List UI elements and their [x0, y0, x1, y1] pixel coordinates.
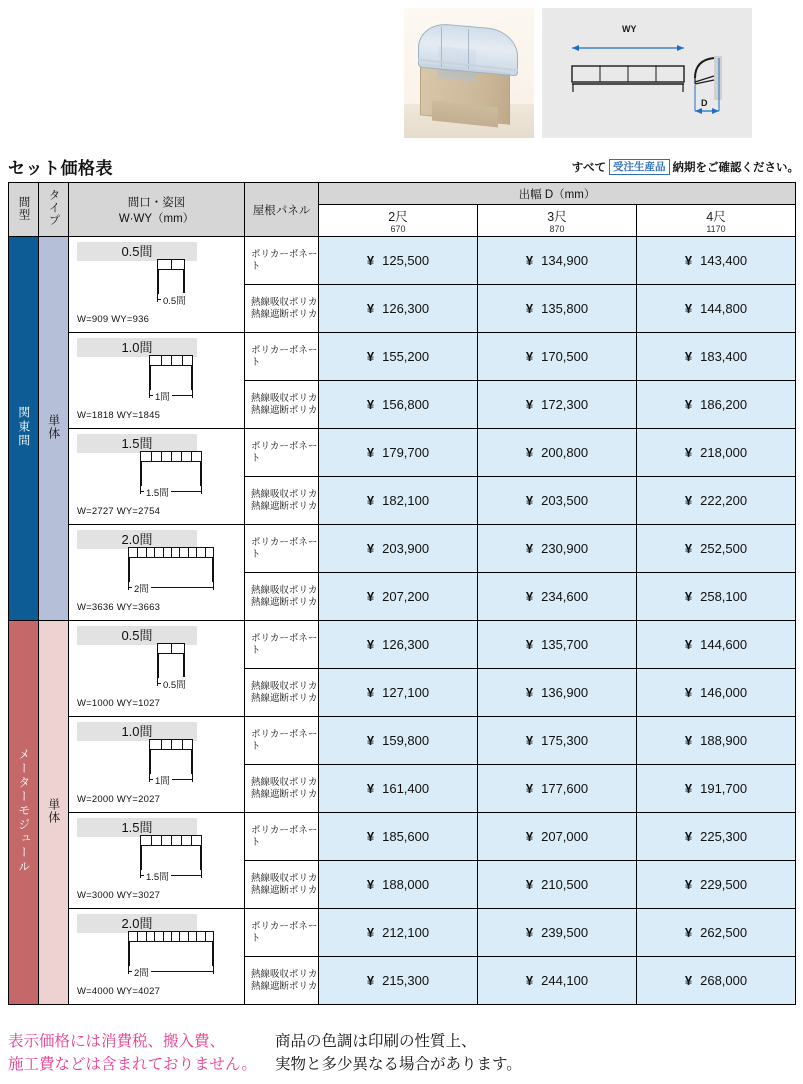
price-cell — [478, 669, 637, 717]
span-tag: 1.5間 — [77, 434, 197, 453]
spec-dimensions: W=1000 WY=1027 — [77, 698, 161, 709]
price-cell — [478, 813, 637, 861]
price-cell — [319, 861, 478, 909]
price-cell — [478, 477, 637, 525]
footer-price-note: 表示価格には消費税、搬入費、 施工費などは含まれておりません。 — [8, 1033, 257, 1073]
table-row — [9, 429, 796, 477]
price-value: 229,500 — [700, 877, 748, 892]
panel-type-cell: 熱線吸収ポリカ 熱線遮断ポリカ — [245, 573, 319, 621]
yen-symbol: ¥ — [525, 589, 534, 604]
price-cell — [637, 621, 796, 669]
price-value: 135,800 — [541, 301, 589, 316]
price-cell — [319, 333, 478, 381]
yen-symbol: ¥ — [684, 397, 693, 412]
price-cell — [478, 237, 637, 285]
dimension-diagram — [542, 8, 752, 138]
col-header-depth-0: 2尺 670 — [319, 205, 478, 237]
dimension-diagram-svg — [542, 8, 752, 138]
price-value: 225,300 — [700, 829, 748, 844]
span-tag: 1.0間 — [77, 338, 197, 357]
yen-symbol: ¥ — [684, 733, 693, 748]
yen-symbol: ¥ — [684, 685, 693, 700]
table-row — [9, 717, 796, 765]
yen-symbol: ¥ — [366, 301, 375, 316]
yen-symbol: ¥ — [525, 685, 534, 700]
footer-color-note: 商品の色調は印刷の性質上、 実物と多少異なる場合があります。 — [274, 1033, 522, 1073]
price-value: 234,600 — [541, 589, 589, 604]
spec-dimensions: W=1818 WY=1845 — [77, 410, 161, 421]
table-row — [9, 621, 796, 669]
yen-symbol: ¥ — [684, 301, 693, 316]
yen-symbol: ¥ — [525, 301, 534, 316]
span-figure-label: 1.5間 — [144, 869, 171, 883]
spec-cell — [69, 237, 245, 333]
price-cell — [319, 669, 478, 717]
price-cell — [319, 429, 478, 477]
spec-dimensions: W=2727 WY=2754 — [77, 506, 161, 517]
price-value: 161,400 — [382, 781, 430, 796]
col-header-type: タイプ — [39, 183, 69, 237]
span-figure-label: 2間 — [132, 965, 151, 979]
spec-dimensions: W=909 WY=936 — [77, 314, 150, 325]
yen-symbol: ¥ — [684, 493, 693, 508]
panel-type-cell: ポリカーボネート — [245, 525, 319, 573]
span-tag: 1.0間 — [77, 722, 197, 741]
yen-symbol: ¥ — [684, 925, 693, 940]
span-figure — [112, 255, 230, 321]
span-tag: 0.5間 — [77, 242, 197, 261]
price-cell — [637, 861, 796, 909]
price-value: 159,800 — [382, 733, 430, 748]
price-value: 207,200 — [382, 589, 430, 604]
yen-symbol: ¥ — [525, 349, 534, 364]
diagram-wy-label: WY — [622, 24, 637, 34]
yen-symbol: ¥ — [366, 541, 375, 556]
yen-symbol: ¥ — [525, 973, 534, 988]
yen-symbol: ¥ — [525, 397, 534, 412]
price-value: 200,800 — [541, 445, 589, 460]
price-cell — [637, 669, 796, 717]
yen-symbol: ¥ — [366, 397, 375, 412]
col-header-depth-2: 4尺 1170 — [637, 205, 796, 237]
price-value: 218,000 — [700, 445, 748, 460]
product-photo — [404, 8, 534, 138]
type-label: 単体 — [39, 621, 69, 1005]
span-figure-label: 1間 — [153, 773, 172, 787]
price-cell — [478, 381, 637, 429]
footer-notes — [8, 1031, 795, 1076]
price-cell — [637, 909, 796, 957]
price-cell — [478, 285, 637, 333]
spec-cell — [69, 333, 245, 429]
table-row — [9, 909, 796, 957]
price-value: 136,900 — [541, 685, 589, 700]
price-value: 207,000 — [541, 829, 589, 844]
price-value: 179,700 — [382, 445, 430, 460]
price-cell — [637, 429, 796, 477]
panel-type-cell: ポリカーボネート — [245, 333, 319, 381]
yen-symbol: ¥ — [684, 445, 693, 460]
price-cell — [319, 285, 478, 333]
price-value: 188,900 — [700, 733, 748, 748]
price-cell — [637, 333, 796, 381]
yen-symbol: ¥ — [366, 445, 375, 460]
price-cell — [478, 621, 637, 669]
price-value: 203,900 — [382, 541, 430, 556]
price-value: 210,500 — [541, 877, 589, 892]
price-value: 185,600 — [382, 829, 430, 844]
panel-type-cell: 熱線吸収ポリカ 熱線遮断ポリカ — [245, 285, 319, 333]
price-value: 268,000 — [700, 973, 748, 988]
price-value: 230,900 — [541, 541, 589, 556]
price-value: 212,100 — [382, 925, 430, 940]
span-figure-label: 2間 — [132, 581, 151, 595]
price-cell — [319, 813, 478, 861]
price-value: 156,800 — [382, 397, 430, 412]
span-figure — [112, 639, 230, 705]
table-row — [9, 525, 796, 573]
col-header-depth-1: 3尺 870 — [478, 205, 637, 237]
price-cell — [478, 429, 637, 477]
price-value: 134,900 — [541, 253, 589, 268]
span-figure — [112, 447, 230, 513]
panel-type-cell: ポリカーボネート — [245, 909, 319, 957]
yen-symbol: ¥ — [366, 877, 375, 892]
span-figure-label: 1間 — [153, 389, 172, 403]
diagram-d-label: D — [701, 98, 708, 108]
panel-type-cell: 熱線吸収ポリカ 熱線遮断ポリカ — [245, 669, 319, 717]
price-cell — [637, 573, 796, 621]
panel-type-cell: 熱線吸収ポリカ 熱線遮断ポリカ — [245, 381, 319, 429]
hero-image-strip — [0, 0, 803, 148]
type-label: 単体 — [39, 237, 69, 621]
price-value: 144,600 — [700, 637, 748, 652]
yen-symbol: ¥ — [525, 877, 534, 892]
price-cell — [637, 717, 796, 765]
span-figure-label: 0.5間 — [161, 293, 188, 307]
price-value: 191,700 — [700, 781, 748, 796]
yen-symbol: ¥ — [525, 925, 534, 940]
panel-type-cell: 熱線吸収ポリカ 熱線遮断ポリカ — [245, 765, 319, 813]
span-figure — [112, 831, 230, 897]
yen-symbol: ¥ — [366, 829, 375, 844]
price-value: 170,500 — [541, 349, 589, 364]
span-figure — [112, 543, 230, 609]
spec-dimensions: W=3636 WY=3663 — [77, 602, 161, 613]
price-value: 126,300 — [382, 301, 430, 316]
panel-type-cell: ポリカーボネート — [245, 813, 319, 861]
price-value: 222,200 — [700, 493, 748, 508]
span-figure — [112, 351, 230, 417]
made-to-order-badge: 受注生産品 — [609, 159, 670, 175]
yen-symbol: ¥ — [684, 253, 693, 268]
production-note — [572, 159, 799, 175]
yen-symbol: ¥ — [525, 781, 534, 796]
title-row — [0, 154, 803, 184]
price-cell — [319, 957, 478, 1005]
yen-symbol: ¥ — [684, 637, 693, 652]
panel-type-cell: ポリカーボネート — [245, 621, 319, 669]
price-cell — [637, 477, 796, 525]
spec-dimensions: W=3000 WY=3027 — [77, 890, 161, 901]
price-cell — [637, 813, 796, 861]
yen-symbol: ¥ — [684, 589, 693, 604]
note-prefix: すべて — [571, 162, 606, 174]
price-value: 127,100 — [382, 685, 430, 700]
yen-symbol: ¥ — [525, 541, 534, 556]
panel-type-cell: 熱線吸収ポリカ 熱線遮断ポリカ — [245, 861, 319, 909]
price-value: 252,500 — [700, 541, 748, 556]
price-value: 144,800 — [700, 301, 748, 316]
price-value: 135,700 — [541, 637, 589, 652]
price-value: 172,300 — [541, 397, 589, 412]
price-value: 143,400 — [700, 253, 748, 268]
price-value: 239,500 — [541, 925, 589, 940]
table-row — [9, 333, 796, 381]
price-cell — [319, 621, 478, 669]
price-cell — [319, 237, 478, 285]
group-label-meter: メーターモジュール — [9, 621, 39, 1005]
price-cell — [319, 381, 478, 429]
yen-symbol: ¥ — [684, 781, 693, 796]
span-tag: 2.0間 — [77, 530, 197, 549]
price-value: 155,200 — [382, 349, 430, 364]
panel-type-cell: 熱線吸収ポリカ 熱線遮断ポリカ — [245, 957, 319, 1005]
spec-cell — [69, 525, 245, 621]
yen-symbol: ¥ — [525, 829, 534, 844]
price-cell — [319, 573, 478, 621]
price-value: 177,600 — [541, 781, 589, 796]
yen-symbol: ¥ — [366, 973, 375, 988]
yen-symbol: ¥ — [684, 877, 693, 892]
price-value: 125,500 — [382, 253, 430, 268]
price-cell — [478, 525, 637, 573]
table-row — [9, 813, 796, 861]
yen-symbol: ¥ — [525, 253, 534, 268]
yen-symbol: ¥ — [684, 829, 693, 844]
table-header — [9, 183, 796, 237]
price-value: 188,000 — [382, 877, 430, 892]
price-cell — [319, 765, 478, 813]
price-value: 126,300 — [382, 637, 430, 652]
header-row-1 — [9, 183, 796, 205]
price-value: 183,400 — [700, 349, 748, 364]
yen-symbol: ¥ — [525, 637, 534, 652]
span-tag: 2.0間 — [77, 914, 197, 933]
price-cell — [637, 237, 796, 285]
price-cell — [637, 957, 796, 1005]
price-cell — [637, 525, 796, 573]
group-label-kanto: 関東間 — [9, 237, 39, 621]
col-header-spec: 間口・姿図 W·WY（mm） — [69, 183, 245, 237]
price-cell — [478, 765, 637, 813]
table-row — [9, 237, 796, 285]
panel-type-cell: ポリカーボネート — [245, 717, 319, 765]
price-cell — [637, 285, 796, 333]
note-suffix: 納期をご確認ください。 — [672, 162, 799, 174]
span-figure-label: 1.5間 — [144, 485, 171, 499]
yen-symbol: ¥ — [525, 493, 534, 508]
panel-type-cell: ポリカーボネート — [245, 237, 319, 285]
span-tag: 1.5間 — [77, 818, 197, 837]
price-value: 244,100 — [541, 973, 589, 988]
yen-symbol: ¥ — [366, 781, 375, 796]
price-value: 203,500 — [541, 493, 589, 508]
spec-cell — [69, 429, 245, 525]
yen-symbol: ¥ — [366, 733, 375, 748]
price-value: 258,100 — [700, 589, 748, 604]
spec-cell — [69, 813, 245, 909]
yen-symbol: ¥ — [366, 685, 375, 700]
yen-symbol: ¥ — [366, 493, 375, 508]
price-cell — [319, 477, 478, 525]
price-cell — [637, 765, 796, 813]
price-value: 215,300 — [382, 973, 430, 988]
span-figure — [112, 735, 230, 801]
panel-type-cell: 熱線吸収ポリカ 熱線遮断ポリカ — [245, 477, 319, 525]
price-cell — [319, 525, 478, 573]
price-value: 182,100 — [382, 493, 430, 508]
yen-symbol: ¥ — [684, 349, 693, 364]
span-tag: 0.5間 — [77, 626, 197, 645]
price-value: 186,200 — [700, 397, 748, 412]
price-cell — [319, 909, 478, 957]
yen-symbol: ¥ — [366, 637, 375, 652]
price-cell — [637, 381, 796, 429]
col-header-group: 間型 — [9, 183, 39, 237]
yen-symbol: ¥ — [366, 925, 375, 940]
price-cell — [319, 717, 478, 765]
price-table — [8, 182, 796, 1005]
span-figure-label: 0.5間 — [161, 677, 188, 691]
yen-symbol: ¥ — [525, 733, 534, 748]
yen-symbol: ¥ — [525, 445, 534, 460]
yen-symbol: ¥ — [684, 973, 693, 988]
panel-type-cell: ポリカーボネート — [245, 429, 319, 477]
price-cell — [478, 957, 637, 1005]
spec-dimensions: W=4000 WY=4027 — [77, 986, 161, 997]
price-cell — [478, 573, 637, 621]
spec-cell — [69, 717, 245, 813]
price-cell — [478, 909, 637, 957]
spec-cell — [69, 909, 245, 1005]
price-value: 146,000 — [700, 685, 748, 700]
price-cell — [478, 333, 637, 381]
yen-symbol: ¥ — [684, 541, 693, 556]
price-cell — [478, 717, 637, 765]
col-header-depth-group: 出幅 D（mm） — [319, 183, 796, 205]
spec-cell — [69, 621, 245, 717]
price-cell — [478, 861, 637, 909]
table-body — [9, 237, 796, 1005]
yen-symbol: ¥ — [366, 253, 375, 268]
yen-symbol: ¥ — [366, 349, 375, 364]
col-header-panel: 屋根パネル — [245, 183, 319, 237]
page-title: セット価格表 — [8, 159, 113, 178]
yen-symbol: ¥ — [366, 589, 375, 604]
span-figure — [112, 927, 230, 993]
price-value: 262,500 — [700, 925, 748, 940]
price-value: 175,300 — [541, 733, 589, 748]
spec-dimensions: W=2000 WY=2027 — [77, 794, 161, 805]
